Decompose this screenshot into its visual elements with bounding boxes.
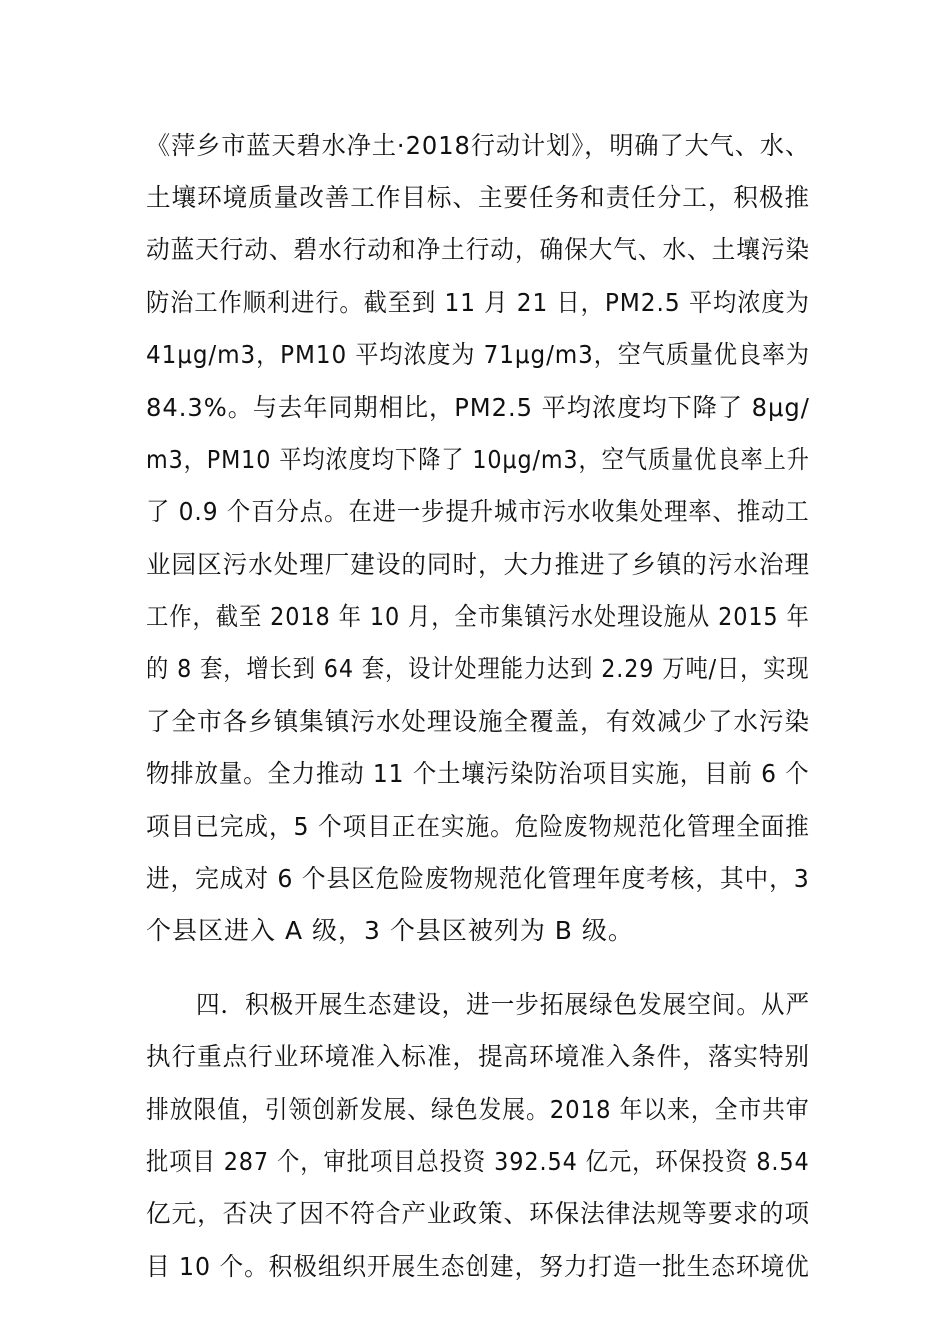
text-line: 进，完成对 6 个县区危险废物规范化管理年度考核，其中，3	[146, 864, 810, 893]
text-line: 动蓝天行动、碧水行动和净土行动，确保大气、水、土壤污染	[146, 235, 811, 264]
text-line: 排放限值，引领创新发展、绿色发展。2018 年以来，全市共审	[146, 1095, 810, 1124]
text-line: 工作，截至 2018 年 10 月，全市集镇污水处理设施从 2015 年	[146, 602, 810, 631]
text-line: 物排放量。全力推动 11 个土壤污染防治项目实施，目前 6 个	[146, 759, 810, 788]
text-line: 亿元，否决了因不符合产业政策、环保法律法规等要求的项	[146, 1199, 811, 1228]
text-line: 了全市各乡镇集镇污水处理设施全覆盖，有效减少了水污染	[146, 707, 811, 736]
text-line: 批项目 287 个，审批项目总投资 392.54 亿元，环保投资 8.54	[146, 1147, 810, 1176]
text-line: 防治工作顺利进行。截至到 11 月 21 日，PM2.5 平均浓度为	[146, 288, 810, 317]
text-line: 项目已完成，5 个项目正在实施。危险废物规范化管理全面推	[146, 812, 810, 841]
paragraph-heading-line: 四．积极开展生态建设，进一步拓展绿色发展空间。从严	[196, 990, 811, 1019]
text-line: 业园区污水处理厂建设的同时，大力推进了乡镇的污水治理	[146, 550, 811, 579]
text-line: 目 10 个。积极组织开展生态创建，努力打造一批生态环境优	[146, 1252, 810, 1281]
text-line: 了 0.9 个百分点。在进一步提升城市污水收集处理率、推动工	[146, 497, 810, 526]
text-line: 84.3%。与去年同期相比，PM2.5 平均浓度均下降了 8μg/	[146, 393, 810, 422]
text-line: 执行重点行业环境准入标准，提高环境准入条件，落实特别	[146, 1042, 811, 1071]
text-line: 的 8 套，增长到 64 套，设计处理能力达到 2.29 万吨/日，实现	[146, 654, 810, 683]
text-line: 41μg/m3，PM10 平均浓度为 71μg/m3，空气质量优良率为	[146, 340, 810, 369]
text-line: 土壤环境质量改善工作目标、主要任务和责任分工，积极推	[146, 183, 811, 212]
text-line: 《萍乡市蓝天碧水净土·2018行动计划》，明确了大气、水、	[146, 131, 811, 160]
text-line: 个县区进入 A 级，3 个县区被列为 B 级。	[146, 916, 634, 945]
text-line: m3，PM10 平均浓度均下降了 10μg/m3，空气质量优良率上升	[146, 445, 810, 474]
